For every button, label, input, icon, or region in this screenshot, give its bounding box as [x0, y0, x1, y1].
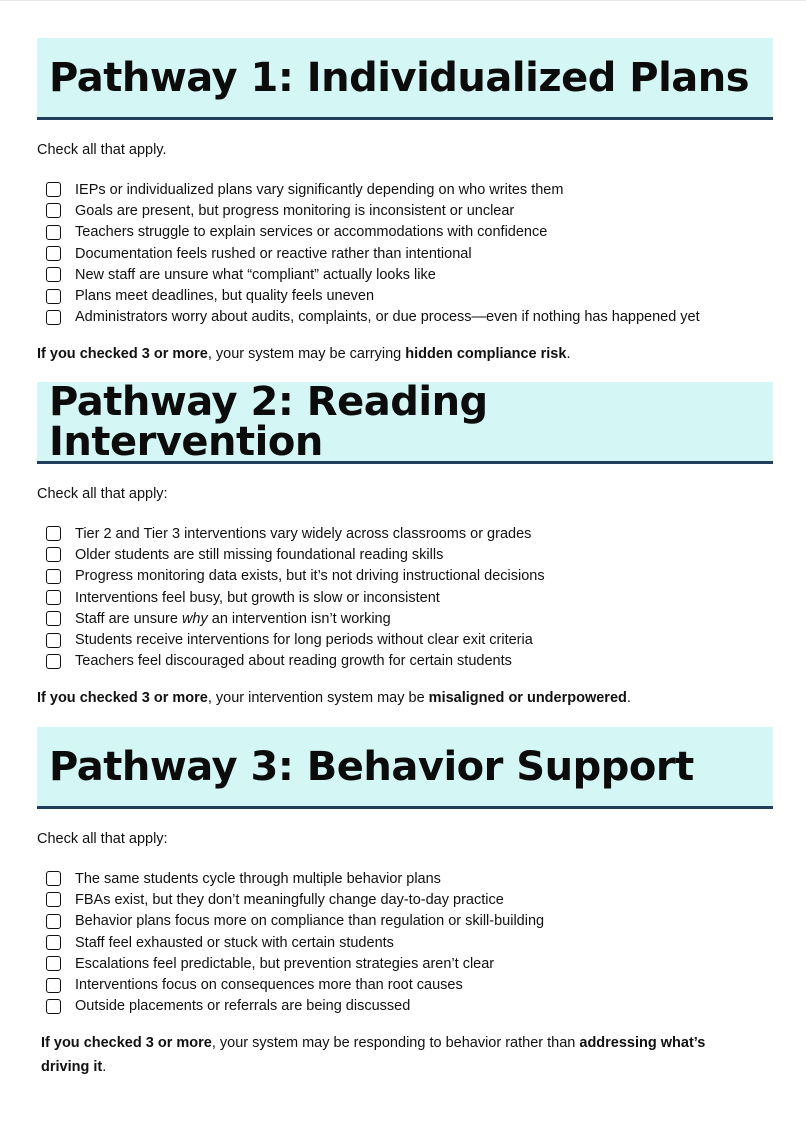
checklist-item-label: Staff feel exhausted or stuck with certain students: [75, 934, 394, 951]
checkbox[interactable]: [46, 654, 61, 669]
result-emphasis: addressing what’s driving it: [41, 1035, 706, 1076]
checklist-item-label: Tier 2 and Tier 3 interventions vary widely across classrooms or grades: [75, 525, 532, 542]
result-end: .: [102, 1059, 107, 1076]
checklist-item: [37, 932, 773, 953]
checkbox[interactable]: [46, 633, 61, 648]
checklist-item: [37, 953, 773, 974]
checklist-item-label: Students receive interventions for long periods without clear exit criteria: [75, 632, 533, 649]
checklist-item: [37, 651, 773, 672]
result-end: .: [566, 346, 571, 363]
section-banner: [37, 727, 773, 809]
checklist-item-label: Administrators worry about audits, complaints, or due process—even if nothing has happened yet: [75, 309, 700, 326]
checkbox[interactable]: [46, 547, 61, 562]
result-lead: If you checked 3 or more: [37, 690, 208, 707]
label-text: an intervention isn’t working: [207, 610, 391, 627]
section-banner: [37, 38, 773, 120]
checklist-item-label: Older students are still missing foundational reading skills: [75, 546, 444, 563]
checkbox[interactable]: [46, 935, 61, 950]
result-end: .: [626, 690, 631, 707]
checkbox[interactable]: [46, 892, 61, 907]
checklist-item: [37, 264, 773, 285]
checkbox[interactable]: [46, 225, 61, 240]
checklist-item-label: FBAs exist, but they don’t meaningfully change day-to-day practice: [75, 891, 504, 908]
checklist-item: [37, 608, 773, 629]
checklist-item-label: Teachers struggle to explain services or accommodations with confidence: [75, 224, 548, 241]
label-text: Staff are unsure: [75, 610, 182, 627]
result-lead: If you checked 3 or more: [41, 1035, 212, 1052]
checklist-item-label: Progress monitoring data exists, but it’s not driving instructional decisions: [75, 568, 545, 585]
checkbox[interactable]: [46, 956, 61, 971]
checkbox[interactable]: [46, 246, 61, 261]
page-top-divider: [0, 0, 806, 1]
pathway-section-behavior-support: [37, 727, 773, 1079]
section-title: Pathway 1: Individualized Plans: [49, 54, 750, 101]
checklist-item-label: Interventions focus on consequences more than root causes: [75, 977, 463, 994]
pathway-section-individualized-plans: [37, 38, 773, 366]
checklist-item-label: Outside placements or referrals are being discussed: [75, 998, 411, 1015]
checklist-item: [37, 889, 773, 910]
checklist-item: [37, 222, 773, 243]
checkbox[interactable]: [46, 310, 61, 325]
checkbox[interactable]: [46, 203, 61, 218]
checkbox[interactable]: [46, 871, 61, 886]
checklist-item: [37, 911, 773, 932]
result-text: , your system may be carrying: [207, 346, 406, 363]
checklist-item: [37, 544, 773, 565]
checklist-item: [37, 629, 773, 650]
checkbox[interactable]: [46, 590, 61, 605]
pathway-section-reading-intervention: [37, 378, 773, 710]
checklist-item-label: Goals are present, but progress monitoring is inconsistent or unclear: [75, 202, 515, 219]
section-instruction: Check all that apply:: [37, 486, 168, 502]
checkbox[interactable]: [46, 526, 61, 541]
checklist-item: [37, 587, 773, 608]
checklist-item: [37, 996, 773, 1017]
checkbox[interactable]: [46, 611, 61, 626]
result-lead: If you checked 3 or more: [37, 346, 208, 363]
checklist-item-label: [75, 610, 391, 628]
checkbox[interactable]: [46, 914, 61, 929]
checklist-item-label: Escalations feel predictable, but prevention strategies aren’t clear: [75, 955, 495, 972]
checkbox[interactable]: [46, 182, 61, 197]
checklist-item-label: Behavior plans focus more on compliance than regulation or skill-building: [75, 913, 545, 930]
section-title: Pathway 2: Reading Intervention: [49, 378, 488, 465]
checklist-item: [37, 868, 773, 889]
result-emphasis: misaligned or underpowered: [428, 690, 627, 707]
result-emphasis: hidden compliance risk: [405, 346, 567, 363]
checklist-item-label: Documentation feels rushed or reactive rather than intentional: [75, 245, 472, 262]
label-emphasis: why: [181, 610, 208, 627]
checklist-item-label: IEPs or individualized plans vary significantly depending on who writes them: [75, 181, 564, 198]
checklist-item: [37, 285, 773, 306]
checklist-item-label: Plans meet deadlines, but quality feels uneven: [75, 288, 375, 305]
section-instruction: Check all that apply:: [37, 831, 168, 847]
checklist-item-label: Teachers feel discouraged about reading growth for certain students: [75, 653, 512, 670]
checklist-item-label: The same students cycle through multiple behavior plans: [75, 870, 441, 887]
scoring-result: [37, 342, 773, 366]
checklist-item-label: New staff are unsure what “compliant” actually looks like: [75, 266, 436, 283]
checkbox[interactable]: [46, 267, 61, 282]
checklist-item: [37, 566, 773, 587]
checkbox[interactable]: [46, 978, 61, 993]
checklist-item-label: Interventions feel busy, but growth is slow or inconsistent: [75, 589, 440, 606]
checkbox[interactable]: [46, 289, 61, 304]
checklist-item: [37, 523, 773, 544]
section-title: Pathway 3: Behavior Support: [49, 743, 694, 790]
checklist-item: [37, 243, 773, 264]
scoring-result: [37, 1031, 773, 1079]
checklist: [37, 179, 773, 328]
checklist-item: [37, 307, 773, 328]
result-text: , your intervention system may be: [207, 690, 429, 707]
result-text: , your system may be responding to behavior rather than: [211, 1035, 580, 1052]
checklist: [37, 523, 773, 672]
section-instruction: Check all that apply.: [37, 142, 167, 158]
checklist: [37, 868, 773, 1017]
section-banner: [37, 378, 773, 465]
checklist-item: [37, 974, 773, 995]
checkbox[interactable]: [46, 999, 61, 1014]
checklist-item: [37, 200, 773, 221]
checklist-item: [37, 179, 773, 200]
scoring-result: [37, 686, 773, 710]
checkbox[interactable]: [46, 569, 61, 584]
